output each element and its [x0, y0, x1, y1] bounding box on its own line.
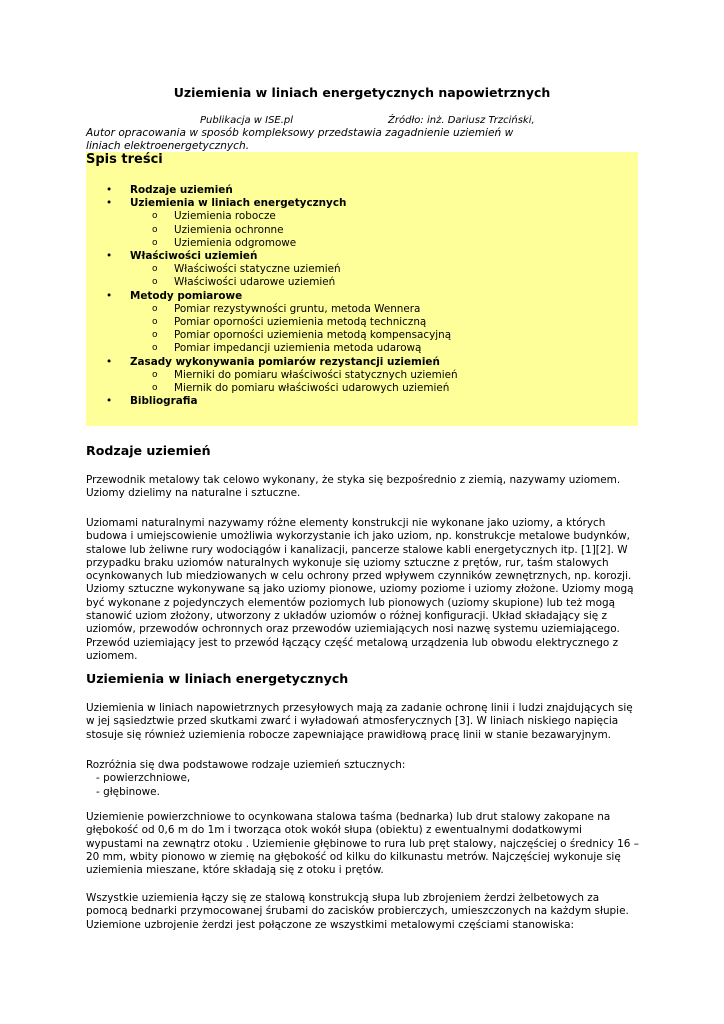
paragraph: Uziemienia w liniach napowietrznych przesyłowych mają za zadanie ochronę linii i ludzi znajdujących się w jej sąsiedztwie przed skutkami zwarć i wyładowań atmosferycznych [3]. W liniach niskiego napięcia stosuje się również uziemienia robocze zapewniające prawidłową pracę linii w stanie bezawaryjnym. [86, 702, 633, 741]
toc-subitem[interactable]: o Pomiar oporności uziemienia metodą kompensacyjną [130, 329, 638, 342]
document-title: Uziemienia w liniach energetycznych napowietrznych [173, 85, 551, 100]
section-heading-linie: Uziemienia w liniach energetycznych [86, 671, 349, 686]
toc-subitem[interactable]: o Mierniki do pomiaru właściwości statycznych uziemień [130, 369, 638, 382]
list-item: - powierzchniowe, [96, 772, 191, 785]
toc-item[interactable]: • Zasady wykonywania pomiarów rezystancji uziemień o Mierniki do pomiaru właściwości statycznych uziemień o Miernik do pomiaru właściwości udarowych uziemień [86, 356, 638, 396]
toc-item[interactable]: • Właściwości uziemień o Właściwości statyczne uziemień o Właściwości udarowe uziemień [86, 250, 638, 290]
source-label: Źródło: inż. Dariusz Trzciński, [388, 115, 535, 126]
toc-item[interactable]: • Bibliografia [86, 395, 638, 408]
toc-list [86, 184, 638, 408]
list-intro: Rozróżnia się dwa podstawowe rodzaje uziemień sztucznych: [86, 759, 406, 771]
list-item: - głębinowe. [96, 785, 160, 798]
toc-subitem[interactable]: o Uziemienia ochronne [130, 224, 638, 237]
toc-subitem[interactable]: o Miernik do pomiaru właściwości udarowych uziemień [130, 382, 638, 395]
toc-subitem[interactable]: o Właściwości udarowe uziemień [130, 276, 638, 289]
toc-item[interactable]: • Rodzaje uziemień [86, 184, 638, 197]
section-heading-rodzaje: Rodzaje uziemień [86, 443, 211, 458]
toc-subitem[interactable]: o Pomiar oporności uziemienia metodą techniczną [130, 316, 638, 329]
toc-item[interactable]: • Metody pomiarowe o Pomiar rezystywności gruntu, metoda Wennera o Pomiar oporności uziemienia metodą techniczną o Pomiar oporności uziemienia metodą kompensacyjną o Pomiar impedancji uziemienia metoda udarową [86, 290, 638, 356]
toc-subitem[interactable]: o Uziemienia odgromowe [130, 237, 638, 250]
toc-subitem[interactable]: o Pomiar rezystywności gruntu, metoda Wennera [130, 303, 638, 316]
authors-note: Autor opracowania w sposób kompleksowy przedstawia zagadnienie uziemień w liniach elektroenergetycznych. [86, 127, 514, 152]
toc-sublist [130, 263, 638, 289]
paragraph: Uziomami naturalnymi nazywamy różne elementy konstrukcji nie wykonane jako uziomy, a których budowa i umiejscowienie umożliwia wykorzystanie ich jako uziom, np. konstrukcje metalowe budynków, stalowe lub żeliwne rury wodociągów i kanalizacji, pancerze stalowe kabli energetycznych itp. [1][2]. W przypadku braku uziomów naturalnych wykonuje się uziomy sztuczne z prętów, rur, taśm stalowych ocynkowanych lub miedziowanych w celu ochrony przed wpływem czynników zewnętrznych, np. korozji. Uziomy sztuczne wykonywane są jako uziomy pionowe, uziomy poziome i uziomy złożone. Uziomy mogą być wykonane z pojedynczych elementów poziomych lub pionowych (uziomy skupione) lub też mogą stanowić uziom złożony, utworzony z układów uziomów o różnej konfiguracji. Układ składający się z uziomów, przewodów ochronnych oraz przewodów uziemiających nosi nazwę systemu uziemiającego. Przewód uziemiający jest to przewód łączący część metalową urządzenia lub obwodu elektrycznego z uziomem. [86, 517, 634, 662]
toc-subitem[interactable]: o Właściwości statyczne uziemień [130, 263, 638, 276]
toc-sublist [130, 369, 638, 395]
table-of-contents [86, 152, 638, 426]
toc-sublist [130, 303, 638, 356]
paragraph: Uziemienie powierzchniowe to ocynkowana stalowa taśma (bednarka) lub drut stalowy zakopane na głębokość od 0,6 m do 1m i tworząca otok wokół słupa (obiektu) z ewentualnymi dodatkowymi wypustami na zewnątrz otoku . Uziemienie głębinowe to rura lub pręt stalowy, najczęściej o średnicy 16 – 20 mm, wbity pionowo w ziemię na głębokość od kilku do kilkunastu metrów. Najczęściej wykonuje się uziemienia mieszane, które składają się z otoku i prętów. [86, 811, 639, 877]
paragraph-list [86, 759, 642, 799]
publication-label: Publikacja w ISE.pl [200, 115, 294, 126]
toc-subitem[interactable]: o Pomiar impedancji uziemienia metoda udarową [130, 342, 638, 355]
paragraph: Wszystkie uziemienia łączy się ze stalową konstrukcją słupa lub zbrojeniem żerdzi żelbetowych za pomocą bednarki przymocowanej śrubami do zacisków probierczych, umieszczonych na każdym słupie. Uziemione uzbrojenie żerdzi jest połączone ze wszystkimi metalowymi częściami stanowiska: [86, 892, 629, 931]
toc-subitem[interactable]: o Uziemienia robocze [130, 210, 638, 223]
toc-sublist [130, 210, 638, 250]
toc-item[interactable]: • Uziemienia w liniach energetycznych o Uziemienia robocze o Uziemienia ochronne o Uziemienia odgromowe [86, 197, 638, 250]
toc-heading: Spis treści [86, 152, 163, 167]
paragraph: Przewodnik metalowy tak celowo wykonany, że styka się bezpośrednio z ziemią, nazywamy uziomem. Uziomy dzielimy na naturalne i sztuczne. [86, 474, 621, 500]
